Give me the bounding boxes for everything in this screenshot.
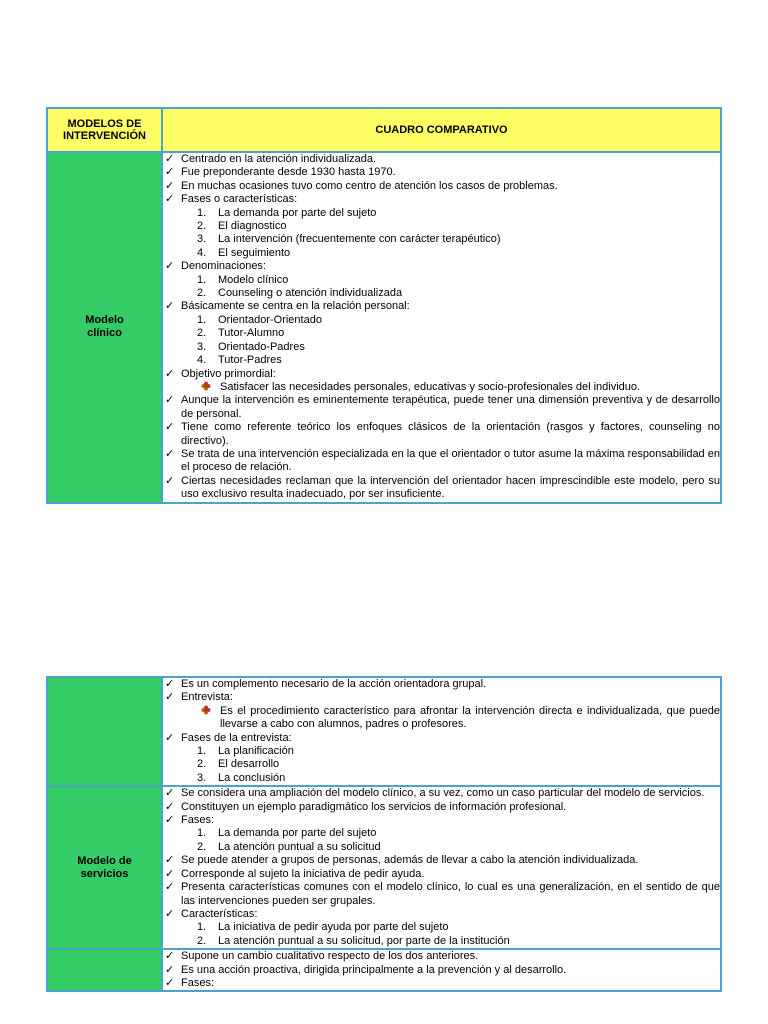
checklist-item bbox=[163, 368, 720, 381]
item-text: La demanda por parte del sujeto bbox=[218, 827, 377, 840]
item-text: Es el procedimiento característico para afrontar la intervención directa e individualizada, que puede llevarse a cabo con alumnos, padres o profesores. bbox=[220, 704, 720, 731]
checklist-item bbox=[163, 854, 720, 867]
item-text: La planificación bbox=[218, 745, 294, 758]
checkmark-icon: ✓ bbox=[165, 394, 175, 407]
numbered-list-item bbox=[163, 327, 720, 340]
checkmark-icon: ✓ bbox=[165, 166, 175, 179]
item-number: 1. bbox=[197, 827, 207, 840]
item-text: Corresponde al sujeto la iniciativa de pedir ayuda. bbox=[181, 867, 425, 880]
item-number: 2. bbox=[197, 934, 207, 947]
item-text: Aunque la intervención es eminentemente terapéutica, puede tener una dimensión preventiva y de desarrollo de personal. bbox=[181, 394, 720, 420]
item-text: Modelo clínico bbox=[218, 273, 289, 286]
checklist-item bbox=[163, 166, 720, 179]
item-text: Satisfacer las necesidades personales, educativas y socio-profesionales del individuo. bbox=[220, 380, 641, 393]
checklist-item bbox=[163, 908, 720, 921]
checklist-item bbox=[163, 732, 720, 745]
item-text: El diagnostico bbox=[218, 220, 287, 233]
item-text: Fue preponderante desde 1930 hasta 1970. bbox=[181, 166, 396, 179]
checklist-item bbox=[163, 153, 720, 166]
checkmark-icon: ✓ bbox=[165, 963, 175, 976]
item-text: Objetivo primordial: bbox=[181, 367, 276, 380]
flower-bullet-icon bbox=[201, 381, 211, 391]
item-text: Se considera una ampliación del modelo clínico, a su vez, como un caso particular del modelo de servicios. bbox=[181, 787, 705, 800]
checkmark-icon: ✓ bbox=[165, 854, 175, 867]
checkmark-icon: ✓ bbox=[165, 787, 175, 800]
item-text: Tiene como referente teórico los enfoques clásicos de la orientación (rasgos y factores, counseling no directivo). bbox=[181, 421, 720, 447]
item-text: En muchas ocasiones tuvo como centro de atención los casos de problemas. bbox=[181, 179, 558, 192]
flower-bullet bbox=[201, 705, 211, 719]
numbered-list-item bbox=[163, 314, 720, 327]
item-text: La conclusión bbox=[218, 771, 286, 784]
item-text: El seguimiento bbox=[218, 246, 291, 259]
item-text: Es una acción proactiva, dirigida principalmente a la prevención y al desarrollo. bbox=[181, 963, 567, 976]
checkmark-icon: ✓ bbox=[165, 950, 175, 963]
item-text: Orientado-Padres bbox=[218, 340, 305, 353]
sub-bullet-item bbox=[163, 381, 720, 394]
item-text: Tutor-Padres bbox=[218, 354, 282, 367]
content-next bbox=[162, 949, 721, 991]
numbered-list-item bbox=[163, 758, 720, 771]
numbered-list-item bbox=[163, 247, 720, 260]
item-number: 1. bbox=[197, 313, 207, 326]
item-number: 3. bbox=[197, 340, 207, 353]
item-number: 3. bbox=[197, 771, 207, 784]
header-comparison bbox=[162, 108, 721, 152]
row-label-services bbox=[47, 786, 162, 949]
item-text: Características: bbox=[181, 907, 258, 920]
item-text: Fases: bbox=[181, 976, 215, 989]
content-clinical bbox=[162, 152, 721, 503]
item-text: Orientador-Orientado bbox=[218, 313, 322, 326]
checkmark-icon: ✓ bbox=[165, 881, 175, 894]
header-models bbox=[47, 108, 162, 152]
item-number: 2. bbox=[197, 220, 207, 233]
item-text: Counseling o atención individualizada bbox=[218, 287, 403, 300]
numbered-list-item bbox=[163, 207, 720, 220]
numbered-list-item bbox=[163, 341, 720, 354]
checkmark-icon: ✓ bbox=[165, 260, 175, 273]
item-number: 1. bbox=[197, 745, 207, 758]
checklist-item bbox=[163, 977, 720, 990]
item-number: 1. bbox=[197, 921, 207, 934]
checklist-item bbox=[163, 421, 720, 448]
checklist-item bbox=[163, 964, 720, 977]
item-text: Entrevista: bbox=[181, 691, 233, 704]
item-text: Constituyen un ejemplo paradigmático los servicios de información profesional. bbox=[181, 800, 567, 813]
checklist-item bbox=[163, 801, 720, 814]
checklist-item bbox=[163, 881, 720, 908]
checklist-item bbox=[163, 868, 720, 881]
item-text: La demanda por parte del sujeto bbox=[218, 206, 377, 219]
numbered-list-item bbox=[163, 827, 720, 840]
item-number: 3. bbox=[197, 233, 207, 246]
flower-bullet bbox=[201, 381, 211, 395]
numbered-list-item bbox=[163, 274, 720, 287]
item-number: 2. bbox=[197, 287, 207, 300]
item-number: 2. bbox=[197, 758, 207, 771]
checklist-item bbox=[163, 475, 720, 502]
numbered-list-item bbox=[163, 745, 720, 758]
checkmark-icon: ✓ bbox=[165, 300, 175, 313]
checkmark-icon: ✓ bbox=[165, 447, 175, 460]
checkmark-icon: ✓ bbox=[165, 474, 175, 487]
checkmark-icon: ✓ bbox=[165, 731, 175, 744]
checkmark-icon: ✓ bbox=[165, 800, 175, 813]
checklist-item bbox=[163, 678, 720, 691]
item-text: Supone un cambio cualitativo respecto de los dos anteriores. bbox=[181, 950, 479, 963]
numbered-list-item bbox=[163, 921, 720, 934]
checkmark-icon: ✓ bbox=[165, 976, 175, 989]
row-label-next bbox=[47, 949, 162, 991]
item-text: Ciertas necesidades reclaman que la intervención del orientador hacen imprescindible este modelo, pero su uso exclusivo resulta inadecuado, por ser insuficiente. bbox=[181, 474, 720, 501]
checklist-item bbox=[163, 691, 720, 704]
checklist-item bbox=[163, 394, 720, 421]
header-models-text: MODELOS DE INTERVENCIÓN bbox=[63, 118, 146, 142]
checkmark-icon: ✓ bbox=[165, 814, 175, 827]
checkmark-icon: ✓ bbox=[165, 678, 175, 690]
checklist-item bbox=[163, 950, 720, 963]
item-text: Básicamente se centra en la relación personal: bbox=[181, 300, 410, 313]
item-text: Presenta características comunes con el modelo clínico, lo cual es una generalización, en el sentido de que las intervenciones pueden ser grupales. bbox=[181, 881, 720, 907]
item-text: Se puede atender a grupos de personas, además de llevar a cabo la atención individualizada. bbox=[181, 854, 639, 867]
content-interview bbox=[162, 677, 721, 786]
checklist-item bbox=[163, 448, 720, 475]
item-number: 1. bbox=[197, 206, 207, 219]
item-text: Denominaciones: bbox=[181, 260, 266, 273]
item-text: Se trata de una intervención especializada en la que el orientador o tutor asume la máxima responsabilidad en el proceso de relación. bbox=[181, 447, 720, 474]
header-comparison-text: CUADRO COMPARATIVO bbox=[375, 124, 508, 136]
item-number: 1. bbox=[197, 273, 207, 286]
numbered-list-item bbox=[163, 220, 720, 233]
item-text: Fases o características: bbox=[181, 193, 298, 206]
item-text: Fases: bbox=[181, 814, 215, 827]
sub-bullet-item bbox=[163, 705, 720, 732]
numbered-list-item bbox=[163, 935, 720, 948]
item-text: La iniciativa de pedir ayuda por parte del sujeto bbox=[218, 921, 449, 934]
item-text: La intervención (frecuentemente con carácter terapéutico) bbox=[218, 233, 501, 246]
numbered-list-item bbox=[163, 287, 720, 300]
comparison-table-clinical bbox=[46, 107, 722, 504]
numbered-list-item bbox=[163, 841, 720, 854]
checklist-item bbox=[163, 300, 720, 313]
checklist-item bbox=[163, 814, 720, 827]
numbered-list-item bbox=[163, 354, 720, 367]
item-text: Es un complemento necesario de la acción orientadora grupal. bbox=[181, 678, 487, 690]
item-text: Fases de la entrevista: bbox=[181, 731, 292, 744]
checkmark-icon: ✓ bbox=[165, 867, 175, 880]
row-label-interview bbox=[47, 677, 162, 786]
content-services bbox=[162, 786, 721, 949]
item-text: El desarrollo bbox=[218, 758, 280, 771]
item-number: 2. bbox=[197, 327, 207, 340]
checkmark-icon: ✓ bbox=[165, 153, 175, 165]
item-text: Tutor-Alumno bbox=[218, 327, 285, 340]
checkmark-icon: ✓ bbox=[165, 193, 175, 206]
row-label-clinical-text: Modelo clínico bbox=[85, 314, 124, 340]
item-number: 4. bbox=[197, 246, 207, 259]
checklist-item bbox=[163, 787, 720, 800]
checkmark-icon: ✓ bbox=[165, 367, 175, 380]
item-number: 2. bbox=[197, 840, 207, 853]
item-number: 4. bbox=[197, 354, 207, 367]
checklist-item bbox=[163, 260, 720, 273]
checklist-item bbox=[163, 193, 720, 206]
checkmark-icon: ✓ bbox=[165, 179, 175, 192]
checkmark-icon: ✓ bbox=[165, 421, 175, 434]
checklist-item bbox=[163, 180, 720, 193]
checkmark-icon: ✓ bbox=[165, 691, 175, 704]
row-label-clinical bbox=[47, 152, 162, 503]
flower-bullet-icon bbox=[201, 705, 211, 715]
item-text: La atención puntual a su solicitud, por parte de la institución bbox=[218, 934, 510, 947]
comparison-table-services bbox=[46, 676, 722, 992]
numbered-list-item bbox=[163, 772, 720, 785]
numbered-list-item bbox=[163, 233, 720, 246]
row-label-services-text: Modelo de servicios bbox=[77, 854, 132, 880]
item-text: La atención puntual a su solicitud bbox=[218, 840, 381, 853]
checkmark-icon: ✓ bbox=[165, 907, 175, 920]
item-text: Centrado en la atención individualizada. bbox=[181, 153, 377, 165]
